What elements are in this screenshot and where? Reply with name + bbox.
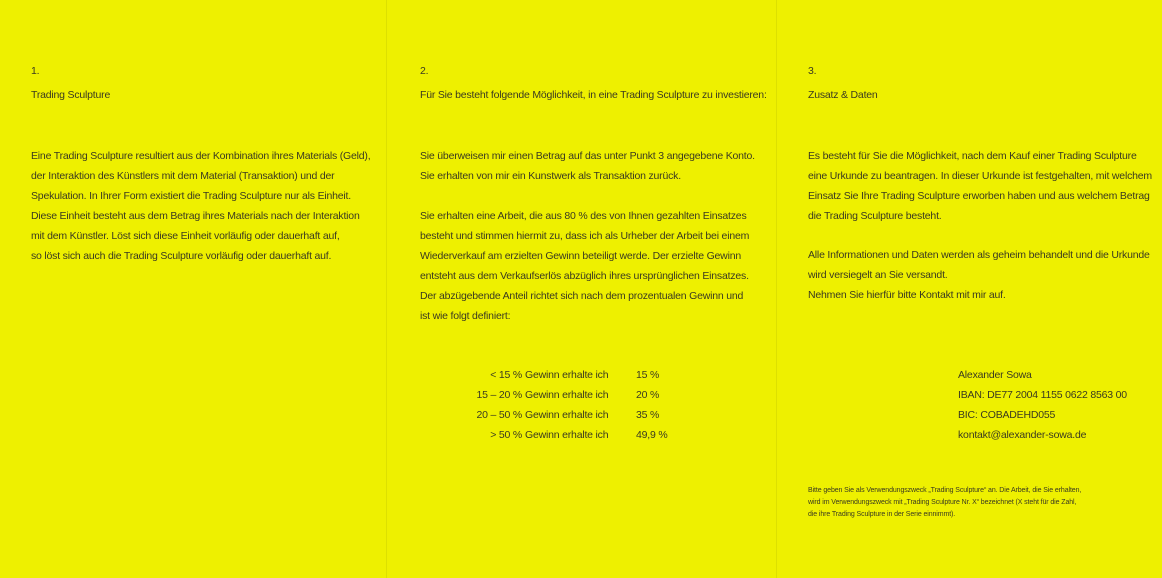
section-number: 3. — [808, 65, 817, 77]
section-heading: Trading Sculpture — [31, 89, 111, 101]
footnote — [808, 485, 1081, 521]
contact-name: Alexander Sowa — [958, 369, 1032, 381]
table-row — [387, 365, 776, 385]
paragraph-line: eine Urkunde zu beantragen. In dieser Urkunde ist festgehalten, mit welchem — [808, 170, 1152, 182]
section-heading: Für Sie besteht folgende Möglichkeit, in eine Trading Sculpture zu investieren: — [420, 89, 767, 101]
profit-share-table — [387, 365, 776, 445]
footnote-line: die ihre Trading Sculpture in der Serie einnimmt). — [808, 511, 956, 518]
section-number: 2. — [420, 65, 429, 77]
profit-share: 49,9 % — [636, 429, 668, 441]
profit-range: < 15 % — [490, 369, 522, 381]
profit-description: Gewinn erhalte ich — [525, 429, 609, 441]
paragraph-line: so löst sich auch die Trading Sculpture vorläufig oder dauerhaft auf. — [31, 250, 332, 262]
contact-block — [958, 365, 1127, 445]
column-3 — [777, 0, 1162, 578]
paragraph-line: Sie überweisen mir einen Betrag auf das unter Punkt 3 angegebene Konto. — [420, 150, 755, 162]
profit-share: 20 % — [636, 389, 660, 401]
paragraph-line: Sie erhalten eine Arbeit, die aus 80 % des von Ihnen gezahlten Einsatzes — [420, 210, 747, 222]
paragraph-line: Sie erhalten von mir ein Kunstwerk als Transaktion zurück. — [420, 170, 681, 182]
profit-description: Gewinn erhalte ich — [525, 409, 609, 421]
contact-iban: IBAN: DE77 2004 1155 0622 8563 00 — [958, 389, 1127, 401]
paragraph-line: besteht und stimmen hiermit zu, dass ich als Urheber der Arbeit bei einem — [420, 230, 750, 242]
paragraph-line: Alle Informationen und Daten werden als geheim behandelt und die Urkunde — [808, 249, 1150, 261]
section-paragraph — [808, 245, 1150, 305]
profit-range: 15 – 20 % — [476, 389, 522, 401]
profit-description: Gewinn erhalte ich — [525, 369, 609, 381]
profit-share: 15 % — [636, 369, 660, 381]
paragraph-line: wird versiegelt an Sie versandt. — [808, 269, 948, 281]
section-paragraph — [420, 146, 755, 186]
paragraph-line: Nehmen Sie hierfür bitte Kontakt mit mir auf. — [808, 289, 1006, 301]
section-heading: Zusatz & Daten — [808, 89, 878, 101]
table-row — [387, 385, 776, 405]
profit-range: 20 – 50 % — [476, 409, 522, 421]
paragraph-line: Diese Einheit besteht aus dem Betrag ihres Materials nach der Interaktion — [31, 210, 360, 222]
paragraph-line: der Interaktion des Künstlers mit dem Material (Transaktion) und der — [31, 170, 335, 182]
paragraph-line: Wiederverkauf am erzielten Gewinn beteiligt werde. Der erzielte Gewinn — [420, 250, 741, 262]
section-paragraph — [808, 146, 1152, 226]
footnote-line: Bitte geben Sie als Verwendungszweck „Trading Sculpture“ an. Die Arbeit, die Sie erhalten, — [808, 487, 1082, 494]
paragraph-line: Einsatz Sie Ihre Trading Sculpture erworben haben und aus welchem Betrag — [808, 190, 1150, 202]
paragraph-line: entsteht aus dem Verkaufserlös abzüglich ihres ursprünglichen Einsatzes. — [420, 270, 749, 282]
table-row — [387, 425, 776, 445]
section-paragraph — [420, 206, 749, 326]
column-2 — [387, 0, 776, 578]
table-row — [387, 405, 776, 425]
paragraph-line: Spekulation. In Ihrer Form existiert die Trading Sculpture nur als Einheit. — [31, 190, 351, 202]
paragraph-line: Eine Trading Sculpture resultiert aus der Kombination ihres Materials (Geld), — [31, 150, 371, 162]
section-paragraph — [31, 146, 370, 266]
paragraph-line: Der abzügebende Anteil richtet sich nach dem prozentualen Gewinn und — [420, 290, 744, 302]
footnote-line: wird im Verwendungszweck mit „Trading Sculpture Nr. X“ bezeichnet (X steht für die Zahl, — [808, 499, 1077, 506]
column-1 — [0, 0, 386, 578]
paragraph-line: Es besteht für Sie die Möglichkeit, nach dem Kauf einer Trading Sculpture — [808, 150, 1137, 162]
profit-range: > 50 % — [490, 429, 522, 441]
profit-description: Gewinn erhalte ich — [525, 389, 609, 401]
paragraph-line: ist wie folgt definiert: — [420, 310, 511, 322]
contact-email[interactable]: kontakt@alexander-sowa.de — [958, 429, 1087, 441]
profit-share: 35 % — [636, 409, 660, 421]
section-number: 1. — [31, 65, 40, 77]
paragraph-line: die Trading Sculpture besteht. — [808, 210, 942, 222]
paragraph-line: mit dem Künstler. Löst sich diese Einheit vorläufig oder dauerhaft auf, — [31, 230, 340, 242]
contact-bic: BIC: COBADEHD055 — [958, 409, 1056, 421]
